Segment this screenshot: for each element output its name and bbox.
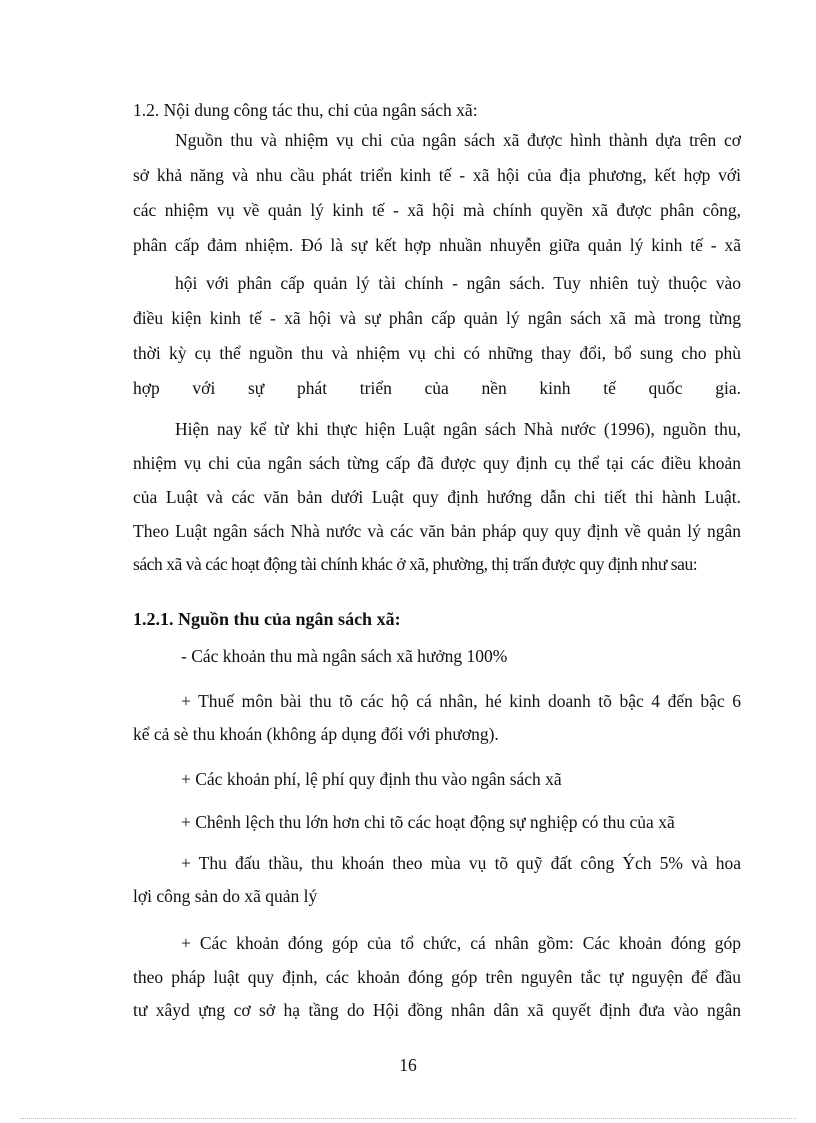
paragraph-line: điều kiện kinh tế - xã hội và sự phân cấp quản lý ngân sách xã mà trong từng: [133, 308, 741, 328]
list-item: + Thu đấu thầu, thu khoán theo mùa vụ tõ quỹ đất công Ých 5% và hoa: [181, 853, 741, 873]
page-bottom-divider: [20, 1118, 796, 1119]
list-item: - Các khoản thu mà ngân sách xã hưởng 100%: [181, 646, 508, 666]
subsection-title: 1.2.1. Nguồn thu của ngân sách xã:: [133, 609, 401, 629]
paragraph-line: sách xã và các hoạt động tài chính khác ở xã, phường, thị trấn được quy định như sau:: [133, 554, 698, 574]
paragraph-line: của Luật và các văn bản dưới Luật quy định hướng dẫn chi tiết thi hành Luật.: [133, 487, 741, 507]
paragraph-line: thời kỳ cụ thể nguồn thu và nhiệm vụ chi có những thay đổi, bổ sung cho phù: [133, 343, 741, 363]
paragraph-line: phân cấp đảm nhiệm. Đó là sự kết hợp nhuần nhuyễn giữa quản lý kinh tế - xã: [133, 235, 741, 255]
list-item: kể cả sè thu khoán (không áp dụng đối với phương).: [133, 724, 499, 744]
paragraph-line: Hiện nay kể từ khi thực hiện Luật ngân sách Nhà nước (1996), nguồn thu,: [175, 419, 741, 439]
paragraph-line: Theo Luật ngân sách Nhà nước và các văn bản pháp quy quy định về quản lý ngân: [133, 521, 741, 541]
list-item: tư xâyd ựng cơ sở hạ tầng do Hội đồng nhân dân xã quyết định đưa vào ngân: [133, 1000, 741, 1020]
list-item: + Các khoản phí, lệ phí quy định thu vào ngân sách xã: [181, 769, 562, 789]
page-number: 16: [399, 1055, 417, 1075]
paragraph-line: hội với phân cấp quản lý tài chính - ngân sách. Tuy nhiên tuỳ thuộc vào: [175, 273, 741, 293]
list-item: + Chênh lệch thu lớn hơn chi tõ các hoạt động sự nghiệp có thu của xã: [181, 812, 675, 832]
list-item: lợi công sản do xã quản lý: [133, 886, 318, 906]
paragraph-line: các nhiệm vụ về quản lý kinh tế - xã hội mà chính quyền xã được phân công,: [133, 200, 741, 220]
list-item: theo pháp luật quy định, các khoản đóng góp trên nguyên tắc tự nguyện để đầu: [133, 967, 741, 987]
paragraph-line: nhiệm vụ chi của ngân sách từng cấp đã được quy định cụ thể tại các điều khoản: [133, 453, 741, 473]
paragraph-line: hợp với sự phát triển của nền kinh tế quốc gia.: [133, 378, 741, 398]
list-item: + Các khoản đóng góp của tổ chức, cá nhân gồm: Các khoản đóng góp: [181, 933, 741, 953]
section-title: 1.2. Nội dung công tác thu, chi của ngân sách xã:: [133, 100, 478, 120]
paragraph-line: sở khả năng và nhu cầu phát triển kinh tế - xã hội của địa phương, kết hợp với: [133, 165, 741, 185]
paragraph-line: Nguồn thu và nhiệm vụ chi của ngân sách xã được hình thành dựa trên cơ: [175, 130, 741, 150]
list-item: + Thuế môn bài thu tõ các hộ cá nhân, hé kinh doanh tõ bậc 4 đến bậc 6: [181, 691, 741, 711]
